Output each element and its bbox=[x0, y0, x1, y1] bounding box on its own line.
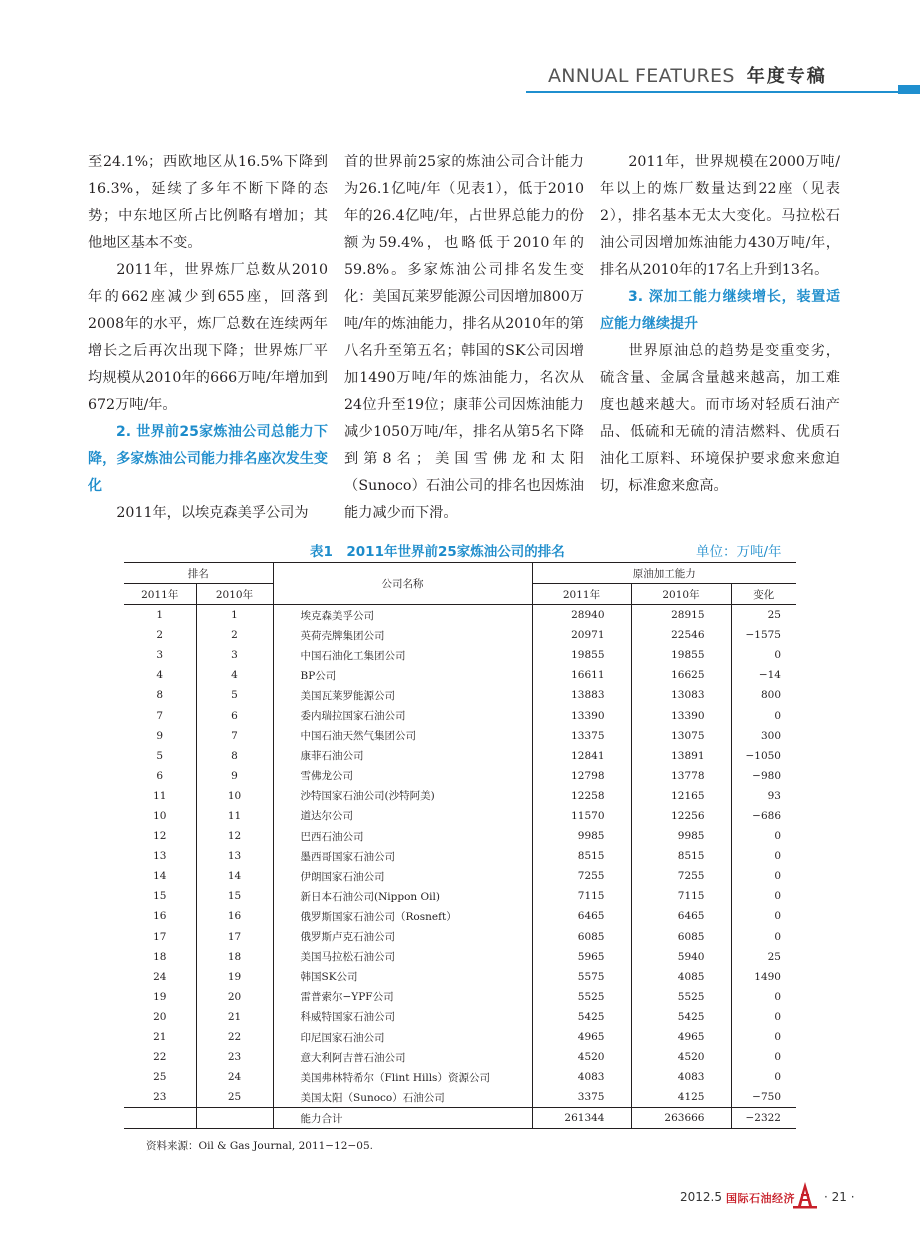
capacity-2010-cell: 4085 bbox=[631, 967, 731, 987]
rank-2010-cell: 7 bbox=[196, 726, 273, 746]
change-cell: −14 bbox=[731, 665, 796, 685]
change-cell: 0 bbox=[731, 906, 796, 926]
table-row bbox=[124, 746, 796, 766]
capacity-header: 原油加工能力 bbox=[532, 563, 796, 584]
capacity-2011-cell: 13375 bbox=[532, 726, 631, 746]
rank-2010-cell: 16 bbox=[196, 906, 273, 926]
paragraph: 至24.1%；西欧地区从16.5%下降到16.3%，延续了多年不断下降的态势；中东地区所占比例略有增加；其他地区基本不变。 bbox=[88, 154, 328, 251]
rank-header: 排名 bbox=[124, 563, 273, 584]
capacity-2011-header: 2011年 bbox=[532, 584, 631, 605]
rank-2010-cell: 4 bbox=[196, 665, 273, 685]
table-row bbox=[124, 1067, 796, 1087]
change-cell: −980 bbox=[731, 766, 796, 786]
text-column-1 bbox=[88, 149, 328, 527]
magazine-name: 国际石油经济 bbox=[726, 1192, 795, 1205]
rank-2011-header: 2011年 bbox=[124, 584, 196, 605]
capacity-2010-cell: 28915 bbox=[631, 605, 731, 626]
rank-2010-cell: 6 bbox=[196, 705, 273, 725]
company-name-cell: 墨西哥国家石油公司 bbox=[273, 846, 532, 866]
section-heading: 2. 世界前25家炼油公司总能力下降，多家炼油公司能力排名座次发生变化 bbox=[88, 424, 328, 494]
paragraph: 2011年，以埃克森美孚公司为 bbox=[116, 505, 309, 521]
change-cell: 0 bbox=[731, 866, 796, 886]
capacity-2011-cell: 5965 bbox=[532, 947, 631, 967]
rank-2011-cell: 2 bbox=[156, 629, 164, 642]
rank-2011-cell: 6 bbox=[156, 769, 164, 782]
company-name-cell: 美国弗林特希尔（Flint Hills）资源公司 bbox=[273, 1067, 532, 1087]
rank-2011-cell: 13 bbox=[153, 850, 167, 863]
table-row bbox=[124, 1047, 796, 1067]
rank-2011-cell: 20 bbox=[153, 1010, 167, 1023]
capacity-2010-cell: 13390 bbox=[631, 705, 731, 725]
capacity-2010-cell: 8515 bbox=[631, 846, 731, 866]
rank-2011-cell: 16 bbox=[153, 910, 167, 923]
section-title-cn: 年度专稿 bbox=[746, 66, 827, 87]
table-row bbox=[124, 645, 796, 665]
capacity-2010-cell: 7115 bbox=[631, 886, 731, 906]
oil-derrick-logo-icon bbox=[792, 1180, 818, 1213]
capacity-2011-cell: 19855 bbox=[532, 645, 631, 665]
capacity-2010-cell: 6465 bbox=[631, 906, 731, 926]
company-name-cell: 沙特国家石油公司(沙特阿美) bbox=[273, 786, 532, 806]
rank-2010-cell: 23 bbox=[196, 1047, 273, 1067]
change-header: 变化 bbox=[731, 584, 796, 605]
rank-2011-cell: 25 bbox=[153, 1071, 167, 1084]
rank-2010-cell: 10 bbox=[196, 786, 273, 806]
rank-2010-cell: 17 bbox=[196, 927, 273, 947]
rank-2010-cell: 1 bbox=[196, 605, 273, 626]
change-cell: 25 bbox=[731, 947, 796, 967]
capacity-2010-cell: 13778 bbox=[631, 766, 731, 786]
rank-2010-cell: 19 bbox=[196, 967, 273, 987]
table-row bbox=[124, 947, 796, 967]
text-column-2 bbox=[344, 149, 584, 527]
company-name-cell: 意大利阿吉普石油公司 bbox=[273, 1047, 532, 1067]
text-column-3 bbox=[600, 149, 840, 500]
capacity-2011-cell: 13883 bbox=[532, 685, 631, 705]
capacity-2010-cell: 13891 bbox=[631, 746, 731, 766]
change-cell: 0 bbox=[731, 705, 796, 725]
capacity-2010-cell: 6085 bbox=[631, 927, 731, 947]
rank-2011-cell: 18 bbox=[153, 950, 167, 963]
capacity-2011-cell: 6085 bbox=[532, 927, 631, 947]
section-header bbox=[548, 62, 827, 88]
page-number: · 21 · bbox=[824, 1190, 855, 1204]
change-cell: −686 bbox=[731, 806, 796, 826]
change-cell: 25 bbox=[731, 605, 796, 626]
table-title: 表1 2011年世界前25家炼油公司的排名 bbox=[310, 544, 565, 560]
company-name-cell: 美国马拉松石油公司 bbox=[273, 947, 532, 967]
rank-2011-cell: 24 bbox=[153, 970, 167, 983]
rank-2010-cell: 25 bbox=[196, 1087, 273, 1108]
rank-2010-header: 2010年 bbox=[196, 584, 273, 605]
rank-2011-cell: 23 bbox=[153, 1091, 167, 1104]
rank-2011-cell: 10 bbox=[153, 809, 167, 822]
capacity-2010-cell: 5425 bbox=[631, 1007, 731, 1027]
rank-2010-cell: 21 bbox=[196, 1007, 273, 1027]
section-heading: 3. 深加工能力继续增长，装置适应能力继续提升 bbox=[600, 289, 840, 332]
capacity-2011-cell: 4083 bbox=[532, 1067, 631, 1087]
change-cell: 0 bbox=[731, 1067, 796, 1087]
table-row bbox=[124, 846, 796, 866]
table-row bbox=[124, 906, 796, 926]
rank-2010-cell: 24 bbox=[196, 1067, 273, 1087]
company-name-cell: 美国太阳（Sunoco）石油公司 bbox=[273, 1087, 532, 1108]
table-row bbox=[124, 987, 796, 1007]
table-row bbox=[124, 766, 796, 786]
company-name-cell: BP公司 bbox=[273, 665, 532, 685]
rank-2010-cell: 20 bbox=[196, 987, 273, 1007]
table-row bbox=[124, 705, 796, 725]
company-name-cell: 中国石油化工集团公司 bbox=[273, 645, 532, 665]
capacity-2011-cell: 12798 bbox=[532, 766, 631, 786]
capacity-2010-cell: 4083 bbox=[631, 1067, 731, 1087]
change-cell: −1050 bbox=[731, 746, 796, 766]
table-row bbox=[124, 625, 796, 645]
capacity-2011-cell: 7255 bbox=[532, 866, 631, 886]
capacity-2011-cell: 9985 bbox=[532, 826, 631, 846]
capacity-2010-cell: 4520 bbox=[631, 1047, 731, 1067]
issue-date: 2012.5 bbox=[680, 1190, 722, 1204]
capacity-2010-cell: 4965 bbox=[631, 1027, 731, 1047]
change-cell: 0 bbox=[731, 886, 796, 906]
capacity-2011-cell: 3375 bbox=[532, 1087, 631, 1108]
capacity-2010-cell: 13083 bbox=[631, 685, 731, 705]
table-source: 资料来源：Oil & Gas Journal, 2011−12−05. bbox=[146, 1140, 373, 1152]
capacity-2011-cell: 13390 bbox=[532, 705, 631, 725]
rank-2010-cell: 2 bbox=[196, 625, 273, 645]
rank-2011-cell: 5 bbox=[156, 749, 164, 762]
paragraph: 世界原油总的趋势是变重变劣，硫含量、金属含量越来越高，加工难度也越来越大。而市场对轻质石油产品、低硫和无硫的清洁燃料、优质石油化工原料、环境保护要求愈来愈迫切，标准愈来愈高。 bbox=[600, 343, 840, 494]
change-cell: 0 bbox=[731, 846, 796, 866]
capacity-2011-cell: 5525 bbox=[532, 987, 631, 1007]
company-header: 公司名称 bbox=[273, 563, 532, 605]
table-row bbox=[124, 886, 796, 906]
capacity-2010-cell: 13075 bbox=[631, 726, 731, 746]
rank-2010-cell: 5 bbox=[196, 685, 273, 705]
table-row bbox=[124, 786, 796, 806]
change-cell: 1490 bbox=[731, 967, 796, 987]
rank-2011-cell: 14 bbox=[153, 870, 167, 883]
table-row bbox=[124, 866, 796, 886]
company-name-cell: 科威特国家石油公司 bbox=[273, 1007, 532, 1027]
company-name-cell: 雷普索尔−YPF公司 bbox=[273, 987, 532, 1007]
change-cell: 93 bbox=[731, 786, 796, 806]
total-change: −2322 bbox=[731, 1108, 796, 1129]
total-2011: 261344 bbox=[532, 1108, 631, 1129]
rank-2010-cell: 12 bbox=[196, 826, 273, 846]
paragraph: 2011年，世界规模在2000万吨/年以上的炼厂数量达到22座（见表2），排名基本无太大变化。马拉松石油公司因增加炼油能力430万吨/年，排名从2010年的17名上升到13名。 bbox=[600, 154, 840, 278]
company-name-cell: 英荷壳牌集团公司 bbox=[273, 625, 532, 645]
table-row bbox=[124, 967, 796, 987]
change-cell: 300 bbox=[731, 726, 796, 746]
company-name-cell: 委内瑞拉国家石油公司 bbox=[273, 705, 532, 725]
capacity-2010-cell: 9985 bbox=[631, 826, 731, 846]
capacity-2010-cell: 12165 bbox=[631, 786, 731, 806]
table-row bbox=[124, 1027, 796, 1047]
rank-2011-cell: 3 bbox=[156, 649, 164, 662]
capacity-2011-cell: 4520 bbox=[532, 1047, 631, 1067]
rank-2011-cell: 12 bbox=[153, 830, 167, 843]
rank-2010-cell: 13 bbox=[196, 846, 273, 866]
capacity-2010-cell: 19855 bbox=[631, 645, 731, 665]
table-row bbox=[124, 1007, 796, 1027]
capacity-2010-cell: 12256 bbox=[631, 806, 731, 826]
rank-2010-cell: 14 bbox=[196, 866, 273, 886]
change-cell: 800 bbox=[731, 685, 796, 705]
capacity-2010-cell: 5525 bbox=[631, 987, 731, 1007]
table-row bbox=[124, 665, 796, 685]
rank-2010-cell: 8 bbox=[196, 746, 273, 766]
page-footer bbox=[676, 1188, 906, 1210]
rank-2010-cell: 3 bbox=[196, 645, 273, 665]
capacity-2011-cell: 20971 bbox=[532, 625, 631, 645]
table-row bbox=[124, 826, 796, 846]
change-cell: 0 bbox=[731, 645, 796, 665]
capacity-2011-cell: 4965 bbox=[532, 1027, 631, 1047]
capacity-2010-cell: 7255 bbox=[631, 866, 731, 886]
rank-2010-cell: 9 bbox=[196, 766, 273, 786]
change-cell: 0 bbox=[731, 1007, 796, 1027]
company-name-cell: 康菲石油公司 bbox=[273, 746, 532, 766]
company-name-cell: 雪佛龙公司 bbox=[273, 766, 532, 786]
capacity-2011-cell: 12841 bbox=[532, 746, 631, 766]
change-cell: −750 bbox=[731, 1087, 796, 1108]
capacity-2011-cell: 7115 bbox=[532, 886, 631, 906]
company-name-cell: 巴西石油公司 bbox=[273, 826, 532, 846]
company-name-cell: 韩国SK公司 bbox=[273, 967, 532, 987]
capacity-2011-cell: 11570 bbox=[532, 806, 631, 826]
capacity-2010-header: 2010年 bbox=[631, 584, 731, 605]
company-name-cell: 美国瓦莱罗能源公司 bbox=[273, 685, 532, 705]
rank-2011-cell: 19 bbox=[153, 990, 167, 1003]
table-unit: 单位：万吨/年 bbox=[696, 544, 782, 560]
capacity-2010-cell: 5940 bbox=[631, 947, 731, 967]
table-row bbox=[124, 605, 796, 626]
rank-2011-cell: 8 bbox=[156, 689, 164, 702]
capacity-2011-cell: 16611 bbox=[532, 665, 631, 685]
company-name-cell: 新日本石油公司(Nippon Oil) bbox=[273, 886, 532, 906]
rank-2010-cell: 18 bbox=[196, 947, 273, 967]
rank-2011-cell: 9 bbox=[156, 729, 164, 742]
section-title-en: ANNUAL FEATURES bbox=[548, 65, 735, 87]
paragraph: 首的世界前25家的炼油公司合计能力为26.1亿吨/年（见表1），低于2010年的26.4亿吨/年，占世界总能力的份额为59.4%，也略低于2010年的59.8%。多家炼油公司排名发生变化：美国瓦莱罗能源公司因增加800万吨/年的炼油能力，排名从2010年的第八名升至第五名；韩国的SK公司因增加1490万吨/年的炼油能力，名次从24位升至19位；康菲公司因炼油能力减少1050万吨/年，排名从第5名下降到第8名；美国雪佛龙和太阳（Sunoco）石油公司的排名也因炼油能力减少而下滑。 bbox=[344, 154, 584, 521]
company-name-cell: 俄罗斯国家石油公司（Rosneft） bbox=[273, 906, 532, 926]
change-cell: 0 bbox=[731, 987, 796, 1007]
capacity-2011-cell: 12258 bbox=[532, 786, 631, 806]
company-name-cell: 道达尔公司 bbox=[273, 806, 532, 826]
rank-2011-cell: 1 bbox=[156, 609, 164, 622]
refining-companies-table bbox=[124, 562, 796, 1129]
rank-2010-cell: 22 bbox=[196, 1027, 273, 1047]
rank-2011-cell: 11 bbox=[153, 789, 167, 802]
rank-2011-cell: 7 bbox=[156, 709, 164, 722]
capacity-2010-cell: 4125 bbox=[631, 1087, 731, 1108]
paragraph: 2011年，世界炼厂总数从2010年的662座减少到655座，回落到2008年的水平，炼厂总数在连续两年增长之后再次出现下降；世界炼厂平均规模从2010年的666万吨/年增加到672万吨/年。 bbox=[88, 262, 328, 413]
capacity-2011-cell: 5575 bbox=[532, 967, 631, 987]
company-name-cell: 印尼国家石油公司 bbox=[273, 1027, 532, 1047]
company-name-cell: 中国石油天然气集团公司 bbox=[273, 726, 532, 746]
table-row bbox=[124, 1087, 796, 1108]
rank-2010-cell: 11 bbox=[196, 806, 273, 826]
capacity-2011-cell: 28940 bbox=[532, 605, 631, 626]
header-rule bbox=[526, 91, 898, 93]
rank-2011-cell: 21 bbox=[153, 1031, 167, 1044]
capacity-2011-cell: 5425 bbox=[532, 1007, 631, 1027]
change-cell: 0 bbox=[731, 1047, 796, 1067]
change-cell: 0 bbox=[731, 1027, 796, 1047]
company-name-cell: 俄罗斯卢克石油公司 bbox=[273, 927, 532, 947]
table-row bbox=[124, 927, 796, 947]
capacity-2011-cell: 8515 bbox=[532, 846, 631, 866]
table-row bbox=[124, 806, 796, 826]
total-label: 能力合计 bbox=[273, 1108, 532, 1129]
rank-2011-cell: 22 bbox=[153, 1051, 167, 1064]
capacity-2011-cell: 6465 bbox=[532, 906, 631, 926]
capacity-2010-cell: 22546 bbox=[631, 625, 731, 645]
header-accent-block bbox=[898, 85, 920, 94]
table-row bbox=[124, 726, 796, 746]
rank-2011-cell: 4 bbox=[156, 669, 164, 682]
company-name-cell: 伊朗国家石油公司 bbox=[273, 866, 532, 886]
total-2010: 263666 bbox=[631, 1108, 731, 1129]
rank-2011-cell: 15 bbox=[153, 890, 167, 903]
rank-2011-cell: 17 bbox=[153, 930, 167, 943]
table-row bbox=[124, 685, 796, 705]
capacity-2010-cell: 16625 bbox=[631, 665, 731, 685]
change-cell: −1575 bbox=[731, 625, 796, 645]
change-cell: 0 bbox=[731, 927, 796, 947]
change-cell: 0 bbox=[731, 826, 796, 846]
company-name-cell: 埃克森美孚公司 bbox=[273, 605, 532, 626]
rank-2010-cell: 15 bbox=[196, 886, 273, 906]
